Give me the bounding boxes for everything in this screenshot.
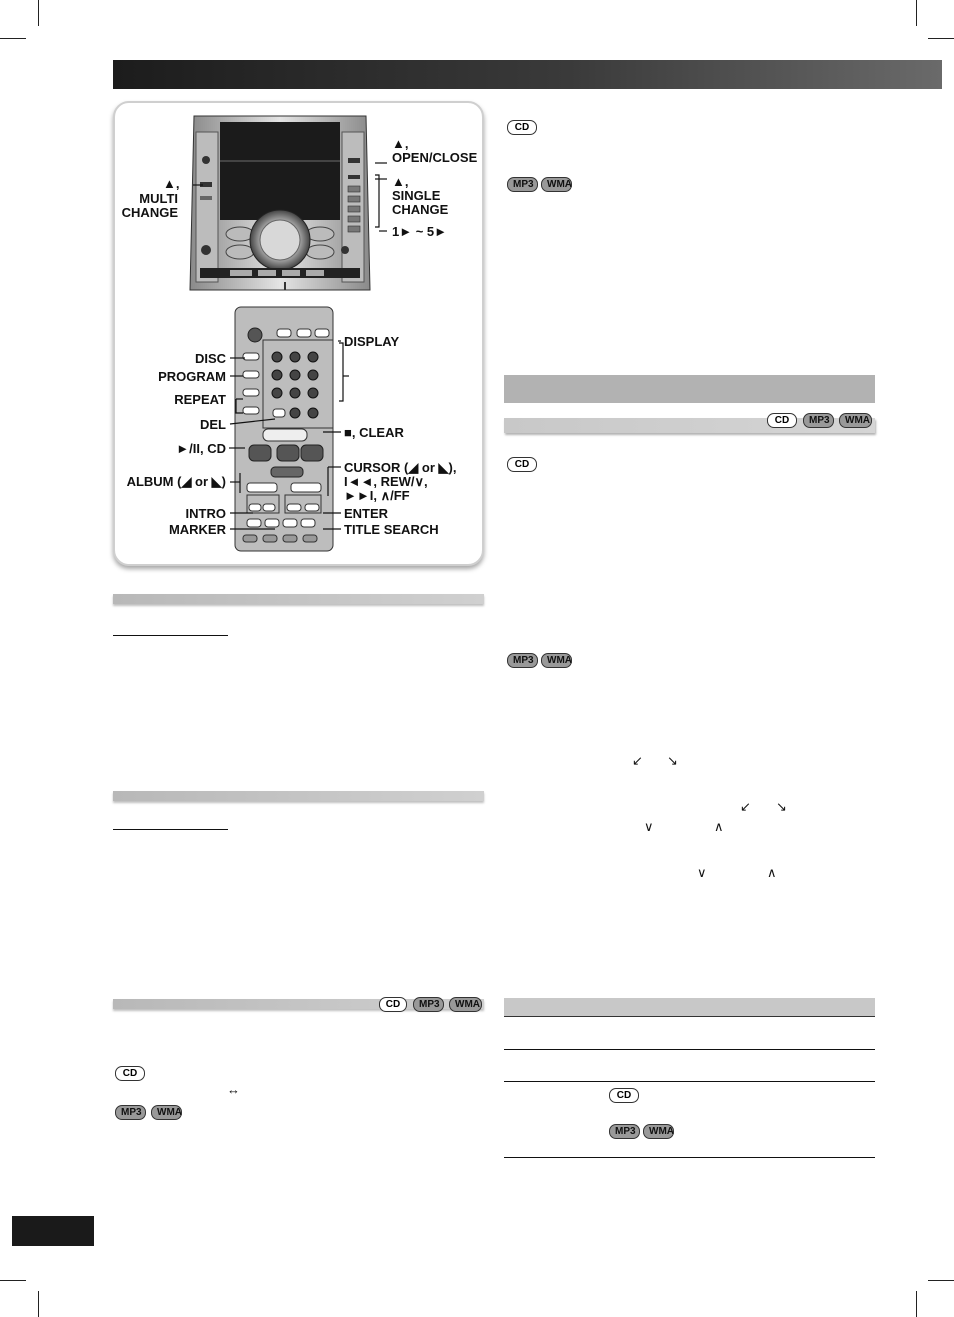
cd-badge: CD <box>609 1088 639 1103</box>
left-arrow-symbol: ↙ <box>632 753 643 768</box>
cd-badge: CD <box>379 997 407 1012</box>
crop-mark <box>916 0 917 26</box>
single-change-eject-symbol: ▲, <box>392 174 409 189</box>
multi-label: MULTI <box>139 191 178 206</box>
open-close-label: OPEN/CLOSE <box>392 150 478 165</box>
page-number-tab <box>12 1216 94 1246</box>
single-label: SINGLE <box>392 188 441 203</box>
crop-mark <box>928 38 954 39</box>
mp3-badge: MP3 <box>413 997 444 1012</box>
crop-mark <box>38 0 39 26</box>
up-symbol: ∧ <box>714 819 724 834</box>
cd-badge: CD <box>507 120 537 135</box>
program-label: PROGRAM <box>158 369 226 384</box>
cursor-label-line3: ►►I, ∧/FF <box>344 488 410 503</box>
cursor-label-line1: CURSOR (◢ or ◣), <box>344 460 457 475</box>
cd-badge: CD <box>507 457 537 472</box>
intro-label: INTRO <box>185 506 226 521</box>
cd-badge: CD <box>767 413 797 428</box>
down-symbol: ∨ <box>644 819 654 834</box>
up-symbol: ∧ <box>767 865 777 880</box>
table-row-divider <box>504 1049 875 1050</box>
crop-mark <box>38 1291 39 1317</box>
wma-badge: WMA <box>643 1124 674 1139</box>
wma-badge: WMA <box>449 997 482 1012</box>
wma-badge: WMA <box>151 1105 182 1120</box>
table-row-divider <box>504 1081 875 1082</box>
mp3-badge: MP3 <box>507 653 538 668</box>
crop-mark <box>928 1280 954 1281</box>
play-range-label: 1► ~ 5► <box>392 224 448 239</box>
disc-label: DISC <box>194 351 226 366</box>
play-pause-cd-label: ►/II, CD <box>176 441 226 456</box>
section-heading-bar <box>113 791 484 801</box>
left-arrow-symbol: ↙ <box>740 799 751 814</box>
change-label: CHANGE <box>121 205 178 220</box>
crop-mark <box>0 1280 26 1281</box>
subsection-underline <box>113 635 228 636</box>
crop-mark <box>0 38 26 39</box>
right-arrow-symbol: ↘ <box>776 799 787 814</box>
del-label: DEL <box>200 417 226 432</box>
mp3-badge: MP3 <box>609 1124 640 1139</box>
display-label: DISPLAY <box>344 334 400 349</box>
album-label: ALBUM (◢ or ◣) <box>126 474 226 489</box>
callout-lines <box>113 101 484 566</box>
mp3-badge: MP3 <box>115 1105 146 1120</box>
cursor-label-line2: I◄◄, REW/∨, <box>344 474 428 489</box>
enter-label: ENTER <box>344 506 389 521</box>
table-header <box>504 998 875 1017</box>
mp3-badge: MP3 <box>507 177 538 192</box>
right-arrow-symbol: ↘ <box>667 753 678 768</box>
stop-clear-label: ■, CLEAR <box>344 425 404 440</box>
wma-badge: WMA <box>541 177 572 192</box>
subsection-underline <box>113 829 228 830</box>
double-arrow-symbol: ↔ <box>227 1082 240 1097</box>
multi-change-eject-symbol: ▲, <box>163 176 180 191</box>
table-bottom-rule <box>504 1157 875 1158</box>
crop-mark <box>916 1291 917 1317</box>
section-heading-bar <box>113 594 484 604</box>
down-symbol: ∨ <box>697 865 707 880</box>
wma-badge: WMA <box>541 653 572 668</box>
section-header <box>504 375 875 403</box>
header-band <box>113 60 942 89</box>
title-search-label: TITLE SEARCH <box>344 522 439 537</box>
marker-label: MARKER <box>168 522 226 537</box>
wma-badge: WMA <box>839 413 872 428</box>
cd-badge: CD <box>115 1066 145 1081</box>
mp3-badge: MP3 <box>803 413 834 428</box>
single-change-label: CHANGE <box>392 202 449 217</box>
open-close-eject-symbol: ▲, <box>392 136 409 151</box>
repeat-label: REPEAT <box>174 392 226 407</box>
